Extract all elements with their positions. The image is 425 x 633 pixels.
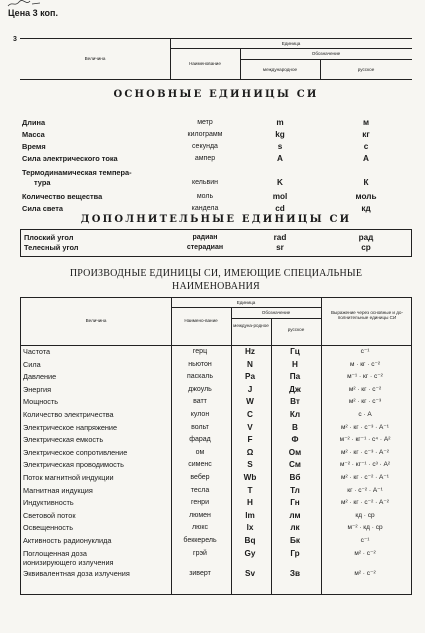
derived-unit-intl: V (247, 422, 253, 432)
derived-unit-rus: Тл (290, 485, 300, 495)
base-quantity: Длина (22, 118, 46, 127)
derived-unit-name: вебер (190, 474, 210, 481)
derived-unit-expression: м⁻² · кд · ср (347, 524, 383, 532)
derived-unit-intl: W (246, 397, 254, 407)
standard-page (13, 36, 412, 612)
derived-unit-expression: м⁻² · кг⁻¹ · с⁴ · А² (339, 436, 391, 444)
derived-unit-rus: Ом (288, 447, 302, 457)
header-russian: русское (357, 67, 375, 72)
header-name: Наименование (189, 61, 221, 66)
derived-unit-intl: Wb (243, 473, 257, 482)
derived-header-russian: русское (287, 327, 305, 332)
derived-unit-name: фарад (189, 436, 211, 444)
derived-unit-rus: Гц (290, 347, 300, 356)
supp-unit-rus: ср (361, 243, 371, 252)
base-unit-rus: м (362, 118, 370, 127)
derived-unit-rus: Н (292, 359, 298, 369)
base-quantity: Время (22, 142, 46, 151)
derived-quantity: Электрическая проводимость (23, 460, 124, 470)
base-unit-intl: m (276, 118, 284, 127)
supp-unit-name: радиан (192, 234, 218, 241)
base-quantity: Термодинамическая темпера- (22, 168, 132, 177)
derived-unit-intl: T (247, 485, 253, 495)
derived-unit-expression: м² · с⁻² (354, 569, 376, 577)
derived-unit-name: ватт (193, 398, 207, 406)
base-unit-intl: cd (275, 204, 285, 213)
derived-unit-name: герц (192, 348, 208, 355)
supp-quantity: Телесный угол (24, 243, 79, 252)
base-unit-rus: кг (362, 130, 370, 139)
supp-unit-intl: rad (273, 233, 287, 242)
derived-unit-intl: lx (246, 523, 254, 533)
derived-unit-name: кулон (190, 411, 210, 418)
derived-unit-rus: Бк (290, 536, 300, 545)
derived-header-international: междуна-родное (233, 323, 269, 328)
derived-unit-name: зиверт (189, 569, 211, 577)
derived-quantity: Поток магнитной индукции (23, 473, 114, 482)
derived-unit-expression: с · А (358, 411, 372, 418)
base-unit-intl: s (277, 142, 283, 151)
base-unit-rus: моль (355, 192, 377, 201)
derived-unit-rus: Ф (291, 435, 299, 445)
supp-unit-name: стерадиан (186, 244, 224, 251)
derived-unit-expression: м² · кг · с⁻³ · А⁻¹ (341, 423, 389, 431)
derived-quantity: Давление (23, 372, 57, 382)
derived-unit-intl: Gy (244, 548, 256, 558)
derived-table-header (20, 297, 412, 346)
derived-unit-intl: Pa (244, 372, 255, 382)
derived-unit-expression: м² · кг · с⁻² · А⁻¹ (341, 474, 389, 481)
derived-unit-intl: Hz (244, 347, 255, 356)
derived-unit-expression: м² · с⁻² (354, 549, 376, 557)
derived-quantity: Световой поток (23, 510, 76, 520)
price-label: Цена 3 коп. (8, 8, 58, 18)
header-designation: Обозначение (311, 51, 341, 56)
derived-unit-intl: Bq (244, 536, 256, 545)
derived-unit-expression: м² · кг · с⁻² (348, 385, 382, 393)
base-unit-intl: kg (275, 130, 285, 139)
derived-unit-expression: м² · кг · с⁻² · А⁻² (341, 499, 389, 507)
header-international: международное (262, 67, 298, 72)
base-unit-name: ампер (194, 155, 216, 162)
derived-unit-name: паскаль (186, 373, 214, 381)
derived-unit-name: сименс (188, 461, 212, 469)
derived-quantity: Электрическое напряжение (23, 422, 118, 432)
derived-unit-intl: S (247, 460, 253, 470)
derived-unit-rus: лк (290, 523, 300, 533)
derived-unit-rus: Гр (290, 548, 300, 558)
base-unit-name: метр (197, 119, 213, 126)
derived-quantity: Магнитная индукция (23, 485, 93, 495)
derived-unit-expression: м⁻² · кг⁻¹ · с³ · А² (339, 461, 391, 469)
header-quantity: Величина (84, 56, 106, 61)
derived-unit-expression: м · кг · с⁻² (349, 360, 381, 368)
derived-header-expression: Выражение через основные и до-полнительные единицы СИ (330, 310, 404, 320)
derived-unit-rus: Вб (289, 473, 301, 482)
base-unit-rus: К (363, 178, 369, 187)
derived-header-quantity: Величина (85, 318, 107, 323)
derived-unit-name: беккерель (183, 537, 217, 544)
base-unit-intl: A (277, 154, 283, 163)
supp-unit-rus: рад (358, 233, 374, 242)
derived-unit-intl: H (247, 498, 253, 508)
derived-quantity: Мощность (23, 397, 59, 407)
base-quantity-cont: тура (34, 178, 51, 187)
derived-unit-expression: с⁻¹ (360, 348, 370, 355)
derived-unit-name: джоуль (188, 385, 212, 393)
derived-unit-expression: м² · кг · с⁻³ (348, 398, 382, 406)
base-unit-rus: кд (361, 204, 371, 213)
derived-unit-name: ньютон (188, 360, 212, 368)
derived-unit-expression: м⁻¹ · кг · с⁻² (347, 373, 383, 381)
base-unit-rus: с (363, 142, 369, 151)
derived-unit-rus: Зв (289, 568, 301, 578)
base-unit-name: килограмм (187, 131, 223, 138)
derived-unit-rus: См (289, 460, 301, 470)
derived-quantity: Количество электричества (23, 410, 114, 419)
derived-quantity: Энергия (23, 384, 52, 394)
derived-unit-intl: lm (245, 510, 255, 520)
derived-units-title-line2: НАИМЕНОВАНИЯ (172, 281, 260, 292)
base-unit-rus: А (363, 154, 369, 163)
derived-unit-name: люкс (192, 524, 208, 532)
header-unit: Единица (281, 41, 301, 46)
derived-unit-name: люмен (189, 511, 211, 519)
derived-unit-name: тесла (190, 486, 210, 494)
derived-unit-name: генри (191, 499, 209, 507)
base-unit-name: моль (196, 193, 214, 200)
derived-quantity: Частота (23, 347, 51, 356)
derived-quantity: Освещенность (23, 523, 74, 533)
base-unit-intl: mol (272, 192, 288, 201)
derived-quantity: Активность радионуклида (23, 536, 112, 545)
derived-quantity-cont: ионизирующего излучения (23, 557, 114, 567)
derived-unit-name: вольт (191, 423, 209, 431)
base-quantity: Сила света (22, 204, 64, 213)
derived-quantity: Сила (23, 359, 41, 369)
derived-unit-intl: N (247, 359, 253, 369)
derived-quantity: Индуктивность (23, 498, 74, 508)
derived-quantity: Электрическое сопротивление (23, 447, 128, 457)
derived-unit-rus: Вт (290, 397, 300, 407)
base-quantity: Количество вещества (22, 192, 103, 201)
derived-unit-intl: Ω (246, 447, 254, 457)
derived-unit-expression: кд · ср (355, 511, 375, 519)
derived-header-unit: Единица (236, 300, 256, 305)
supp-unit-intl: sr (276, 243, 284, 252)
derived-unit-intl: Sv (244, 568, 255, 578)
supplementary-units-title: ДОПОЛНИТЕЛЬНЫЕ ЕДИНИЦЫ СИ (80, 214, 352, 225)
derived-unit-expression: м² · кг · с⁻³ · А⁻² (341, 448, 389, 456)
derived-unit-rus: В (292, 422, 298, 432)
derived-unit-intl: J (247, 384, 253, 394)
derived-unit-rus: лм (289, 510, 301, 520)
base-unit-name: секунда (192, 143, 218, 150)
base-quantity: Сила электрического тока (22, 154, 118, 163)
derived-unit-rus: Кл (289, 410, 301, 419)
base-unit-intl: K (277, 178, 283, 187)
base-unit-name: кельвин (191, 179, 219, 186)
derived-unit-rus: Па (289, 372, 301, 382)
derived-unit-intl: C (247, 410, 253, 419)
derived-quantity: Эквивалентная доза излучения (23, 568, 130, 578)
base-units-title: ОСНОВНЫЕ ЕДИНИЦЫ СИ (113, 89, 319, 100)
base-unit-name: кандела (191, 205, 219, 212)
derived-unit-intl: F (247, 435, 253, 445)
derived-quantity: Поглощенная доза (23, 548, 87, 558)
derived-unit-name: грэй (193, 549, 207, 557)
derived-unit-expression: с⁻¹ (360, 537, 370, 544)
handwritten-scribble (6, 0, 46, 8)
derived-quantity: Электрическая емкость (23, 435, 104, 445)
derived-header-designation: Обозначение (261, 310, 291, 315)
units-table-header (20, 38, 412, 80)
supp-quantity: Плоский угол (24, 233, 74, 242)
derived-unit-expression: кг · с⁻² · А⁻¹ (347, 486, 383, 494)
derived-unit-rus: Дж (289, 384, 301, 394)
margin-mark: 3 (13, 36, 17, 43)
derived-header-name: Наимено-вание (184, 318, 218, 323)
derived-unit-rus: Гн (290, 498, 300, 508)
base-quantity: Масса (22, 130, 45, 139)
derived-units-title-line1: ПРОИЗВОДНЫЕ ЕДИНИЦЫ СИ, ИМЕЮЩИЕ СПЕЦИАЛЬНЫЕ (69, 268, 363, 279)
derived-unit-name: ом (195, 448, 205, 456)
